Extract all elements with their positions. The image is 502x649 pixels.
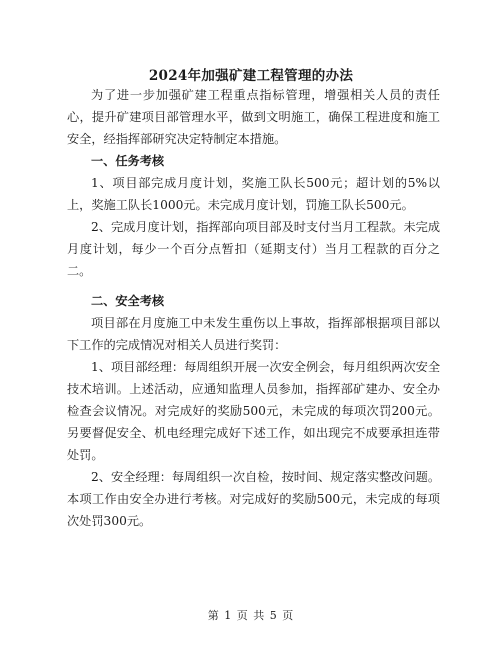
safety-item-1: 1、项目部经理：每周组织开展一次安全例会，每月组织两次安全技术培训。上述活动，应通知监理人员参加，指挥部矿建办、安全办检查会议情况。对完成好的奖励500元，未完成的每项次罚200元。另要督促安全、机电经理完成好下述工作，如出现完不成要承担连带处罚。: [67, 360, 441, 462]
safety-item-2: 2、安全经理：每周组织一次自检，按时间、规定落实整改问题。本项工作由安全办进行考核。对完成好的奖励500元，未完成的每项次处罚300元。: [67, 470, 441, 528]
safety-intro: 项目部在月度施工中未发生重伤以上事故，指挥部根据项目部以下工作的完成情况对相关人员进行奖罚：: [67, 316, 440, 352]
document-body: [67, 84, 440, 532]
section-heading-safety: 二、安全考核: [91, 294, 165, 308]
section-heading-task: 一、任务考核: [91, 154, 165, 168]
task-item-2: 2、完成月度计划，指挥部向项目部及时支付当月工程款。未完成月度计划，每少一个百分点暂扣（延期支付）当月工程款的百分之二。: [67, 220, 441, 278]
document-title: 2024年加强矿建工程管理的办法: [148, 68, 354, 84]
intro-paragraph: 为了进一步加强矿建工程重点指标管理，增强相关人员的责任心，提升矿建项目部管理水平，做到文明施工，确保工程进度和施工安全，经指挥部研究决定特制定本措施。: [67, 88, 440, 146]
section-spacer: [67, 282, 440, 290]
page-number: 第 1 页 共 5 页: [207, 609, 295, 622]
task-item-1: 1、项目部完成月度计划，奖施工队长500元；超计划的5%以上，奖施工队长1000元。未完成月度计划，罚施工队长500元。: [67, 176, 440, 212]
